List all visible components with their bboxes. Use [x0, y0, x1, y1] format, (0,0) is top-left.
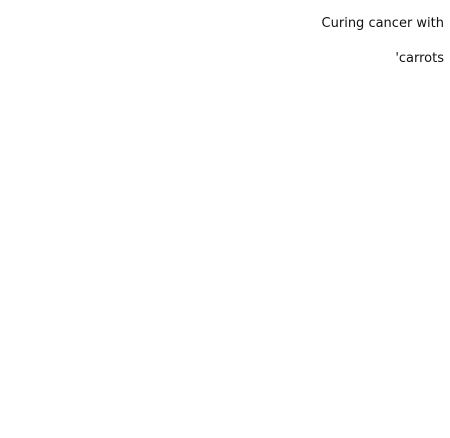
book-title-english: Curing cancer with [321, 16, 444, 31]
trailing-english-fragment [0, 46, 450, 72]
paragraph-3 [0, 11, 450, 37]
article-body [0, 2, 450, 81]
trailing-english-text: 'carrots [395, 51, 444, 66]
